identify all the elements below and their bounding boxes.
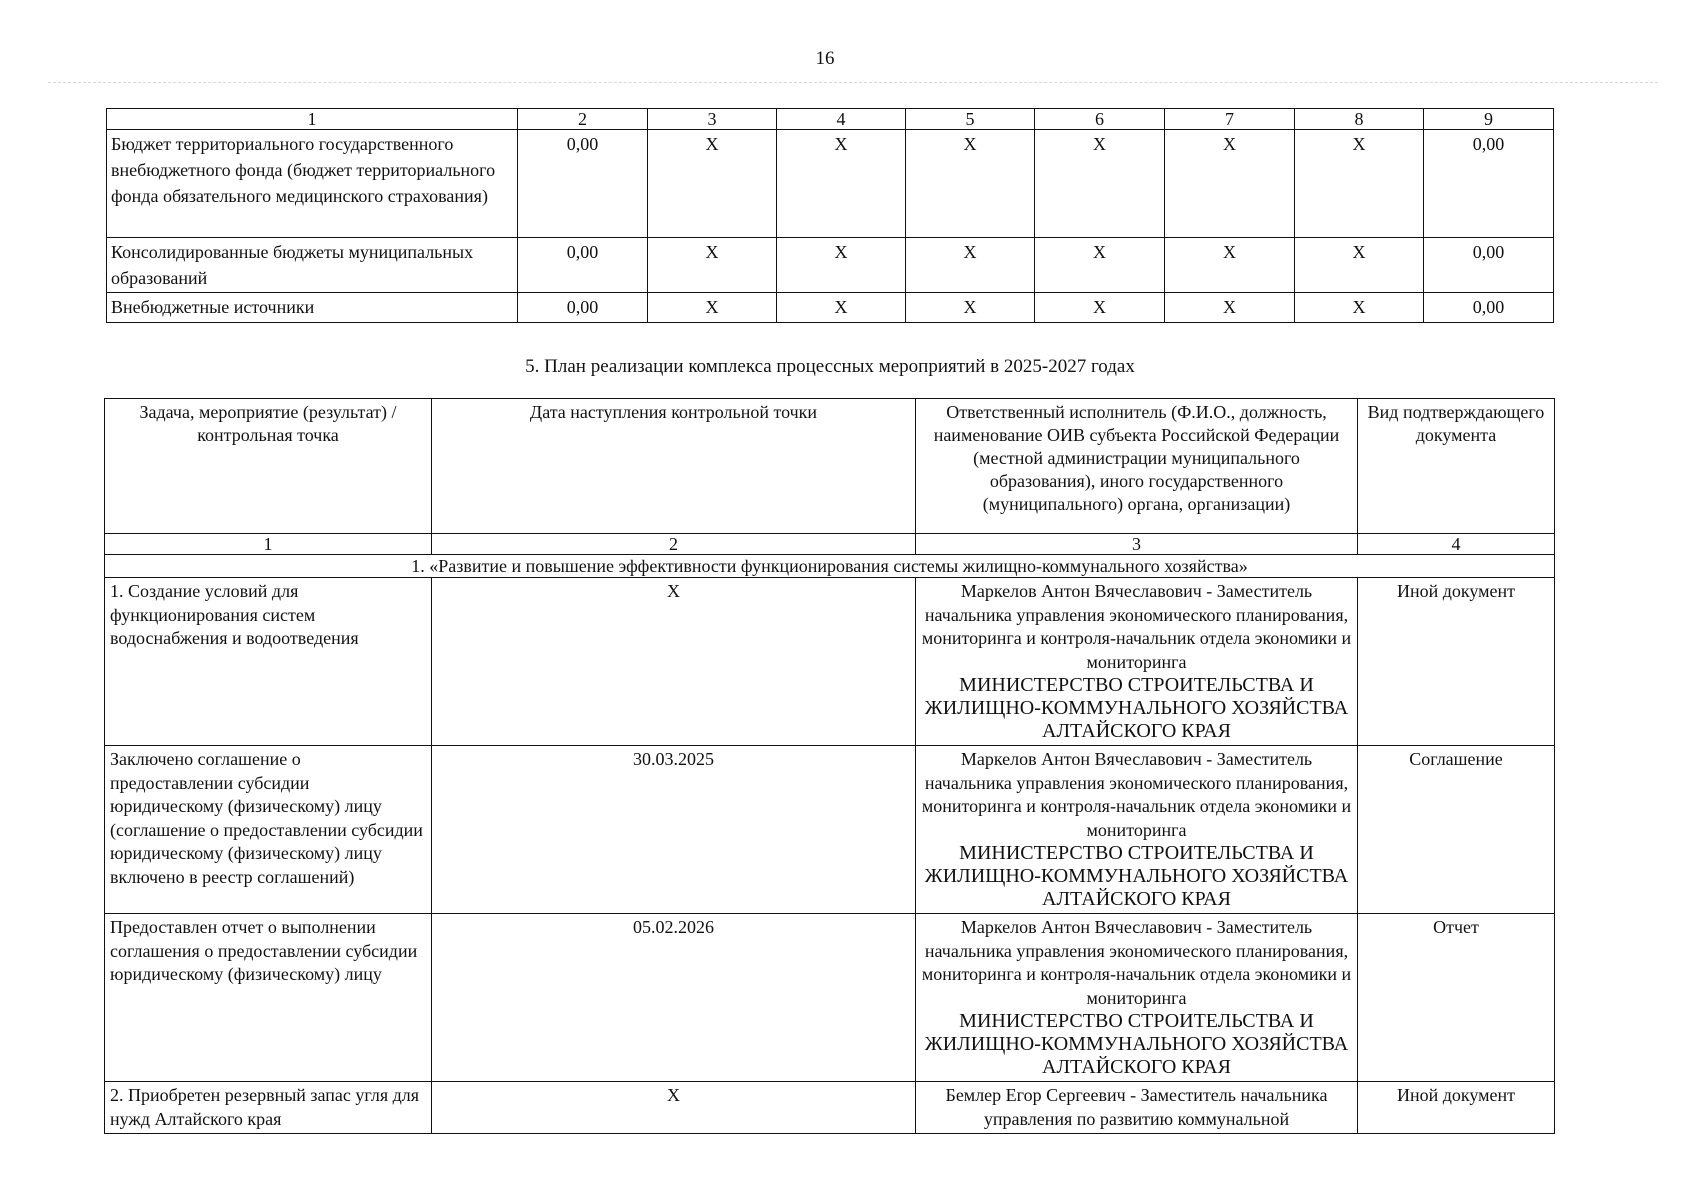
task-cell: Заключено соглашение о предоставлении субсидии юридическому (физическому) лицу (соглашение о предоставлении субсидии юридическому (физическому) лицу включено в реестр соглашений) [105,746,432,914]
table-row [107,130,1554,238]
executor-org: МИНИСТЕРСТВО СТРОИТЕЛЬСТВА И ЖИЛИЩНО-КОММУНАЛЬНОГО ХОЗЯЙСТВА АЛТАЙСКОГО КРАЯ [924,842,1349,910]
table-row [105,746,1555,914]
budget-col-header: 9 [1424,109,1554,130]
value-cell: X [1035,293,1165,323]
table-row [105,1082,1555,1134]
budget-col-header: 5 [906,109,1035,130]
col-index: 4 [1358,534,1555,555]
funding-source: Внебюджетные источники [107,293,518,323]
group-title: 1. «Развитие и повышение эффективности функционирования системы жилищно-коммунального хозяйства» [105,555,1555,578]
value-cell: X [1295,293,1424,323]
col-index: 2 [432,534,916,555]
col-header-document: Вид подтверждающего документа [1358,399,1555,534]
executor-cell [916,1082,1358,1134]
value-cell: 0,00 [518,130,648,238]
budget-col-header: 7 [1165,109,1295,130]
table-row [105,914,1555,1082]
document-cell: Иной документ [1358,1082,1555,1134]
task-cell: Предоставлен отчет о выполнении соглашения о предоставлении субсидии юридическому (физическому) лицу [105,914,432,1082]
value-cell: 0,00 [518,293,648,323]
table-row [105,578,1555,746]
executor-org: МИНИСТЕРСТВО СТРОИТЕЛЬСТВА И ЖИЛИЩНО-КОММУНАЛЬНОГО ХОЗЯЙСТВА АЛТАЙСКОГО КРАЯ [924,1010,1349,1078]
value-cell: 0,00 [1424,293,1554,323]
scan-artifact-line [48,82,1658,83]
value-cell: X [1165,293,1295,323]
document-cell: Иной документ [1358,578,1555,746]
date-cell: 05.02.2026 [432,914,916,1082]
value-cell: 0,00 [518,238,648,293]
executor-name: Маркелов Антон Вячеславович - Заместитель начальника управления экономического планирования, мониторинга и контроля-начальник отдела экономики и мониторинга [921,917,1352,1008]
document-cell: Отчет [1358,914,1555,1082]
col-index: 1 [105,534,432,555]
value-cell: X [648,130,777,238]
executor-cell [916,914,1358,1082]
value-cell: X [648,293,777,323]
value-cell: X [777,293,906,323]
value-cell: 0,00 [1424,238,1554,293]
executor-name: Бемлер Егор Сергеевич - Заместитель начальника управления по развитию коммунальной [945,1085,1328,1129]
budget-col-header: 6 [1035,109,1165,130]
plan-table [104,398,1555,1134]
value-cell: X [1295,130,1424,238]
budget-col-header: 2 [518,109,648,130]
table-row [107,293,1554,323]
page-number: 16 [815,48,835,69]
executor-cell [916,578,1358,746]
value-cell: X [906,130,1035,238]
budget-table [106,108,1554,323]
col-index: 3 [916,534,1358,555]
budget-header-row [107,109,1554,130]
value-cell: X [1035,130,1165,238]
value-cell: X [1035,238,1165,293]
executor-name: Маркелов Антон Вячеславович - Заместитель начальника управления экономического планирования, мониторинга и контроля-начальник отдела экономики и мониторинга [921,581,1352,672]
table-row [107,238,1554,293]
budget-col-header: 4 [777,109,906,130]
group-row [105,555,1555,578]
date-cell: 30.03.2025 [432,746,916,914]
plan-index-row [105,534,1555,555]
executor-cell [916,746,1358,914]
col-header-task: Задача, мероприятие (результат) / контрольная точка [105,399,432,534]
budget-col-header: 1 [107,109,518,130]
value-cell: X [648,238,777,293]
funding-source: Консолидированные бюджеты муниципальных образований [107,238,518,293]
value-cell: 0,00 [1424,130,1554,238]
section-title: 5. План реализации комплекса процессных мероприятий в 2025-2027 годах [525,356,1135,377]
value-cell: X [1165,238,1295,293]
budget-col-header: 3 [648,109,777,130]
budget-col-header: 8 [1295,109,1424,130]
executor-org: МИНИСТЕРСТВО СТРОИТЕЛЬСТВА И ЖИЛИЩНО-КОММУНАЛЬНОГО ХОЗЯЙСТВА АЛТАЙСКОГО КРАЯ [924,674,1349,742]
col-header-executor: Ответственный исполнитель (Ф.И.О., должность, наименование ОИВ субъекта Российской Федерации (местной администрации муниципального образования), иного государственного (муниципального) органа, организации) [916,399,1358,534]
date-cell: X [432,1082,916,1134]
document-cell: Соглашение [1358,746,1555,914]
value-cell: X [906,238,1035,293]
value-cell: X [906,293,1035,323]
value-cell: X [777,130,906,238]
executor-name: Маркелов Антон Вячеславович - Заместитель начальника управления экономического планирования, мониторинга и контроля-начальник отдела экономики и мониторинга [921,749,1352,840]
value-cell: X [1295,238,1424,293]
value-cell: X [777,238,906,293]
plan-header-row [105,399,1555,534]
task-cell: 1. Создание условий для функционирования систем водоснабжения и водоотведения [105,578,432,746]
value-cell: X [1165,130,1295,238]
funding-source: Бюджет территориального государственного внебюджетного фонда (бюджет территориального фонда обязательного медицинского страхования) [107,130,518,238]
col-header-date: Дата наступления контрольной точки [432,399,916,534]
task-cell: 2. Приобретен резервный запас угля для нужд Алтайского края [105,1082,432,1134]
date-cell: X [432,578,916,746]
